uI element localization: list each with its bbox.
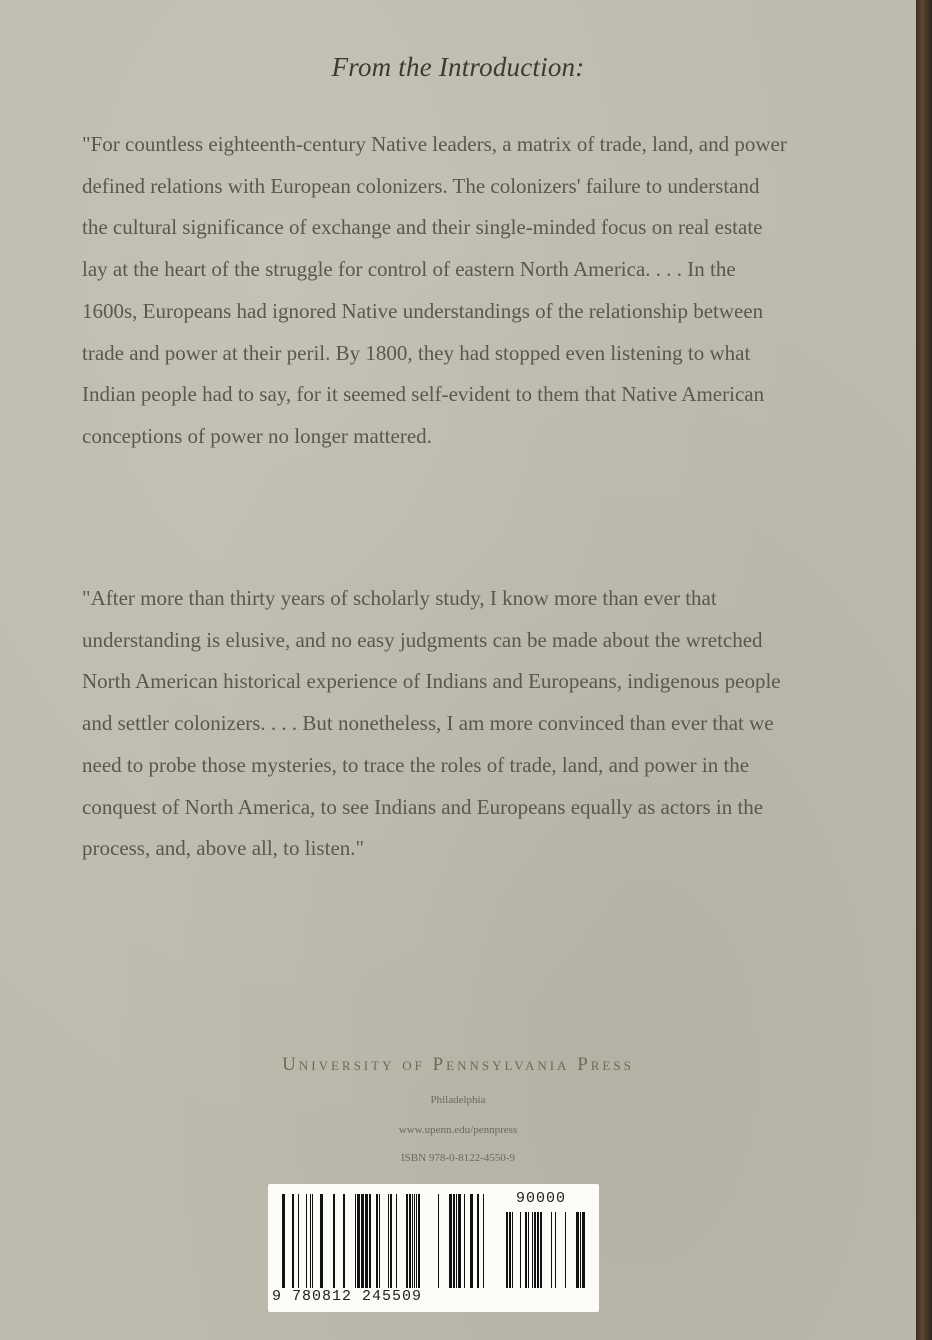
barcode-bar (555, 1212, 556, 1288)
barcode-bar (361, 1194, 364, 1288)
barcode-bar (298, 1194, 299, 1288)
barcode-bar (369, 1194, 371, 1288)
publisher-url: www.upenn.edu/pennpress (398, 1124, 518, 1136)
barcode-bar (576, 1212, 579, 1288)
barcode-bar (406, 1194, 408, 1288)
barcode-bar (355, 1194, 356, 1288)
barcode-bar (282, 1194, 285, 1288)
barcode-digits: 9 780812 245509 (272, 1288, 423, 1305)
barcode-bar (520, 1212, 521, 1288)
barcode-bar (365, 1194, 368, 1288)
barcode-bar (477, 1194, 479, 1288)
barcode-icon (282, 1194, 489, 1288)
barcode-bar (414, 1194, 415, 1288)
quote-paragraph-1: "For countless eighteenth-century Native leaders, a matrix of trade, land, and power defined relations with European colonizers. The colonizers' failure to understand the cultural significance of exchange and their single-minded focus on real estate lay at the heart of the struggle for control of eastern North America. . . . In the 1600s, Europeans had ignored Native understandings of the relationship between trade and power at their peril. By 1800, they had stopped even listening to what Indian people had to say, for it seemed self-evident to them that Native American conceptions of power no longer mattered. (82, 132, 787, 448)
barcode-bar (357, 1194, 360, 1288)
publisher-city: Philadelphia (430, 1094, 486, 1106)
barcode-bar (320, 1194, 323, 1288)
barcode-bar (506, 1212, 508, 1288)
barcode-bar (390, 1194, 392, 1288)
barcode-bar (537, 1212, 539, 1288)
barcode-bar (416, 1194, 417, 1288)
barcode-bar (528, 1212, 529, 1288)
barcode-bar (379, 1194, 380, 1288)
isbn-text: ISBN 978-0-8122-4550-9 (401, 1152, 515, 1164)
publisher-name: University of Pennsylvania Press (282, 1054, 634, 1075)
barcode-bar (333, 1194, 335, 1288)
barcode-bar (458, 1194, 461, 1288)
barcode-bar (388, 1194, 389, 1288)
barcode-bar (483, 1194, 484, 1288)
barcode-addon-digits: 90000 (515, 1190, 566, 1207)
barcode-bar (582, 1212, 585, 1288)
barcode-bar (512, 1212, 513, 1288)
cover-edge (916, 0, 932, 1340)
barcode-bar (525, 1212, 527, 1288)
barcode-bar (292, 1194, 294, 1288)
barcode-bar (449, 1194, 452, 1288)
barcode-bar (310, 1194, 311, 1288)
quote-paragraph-2: "After more than thirty years of scholarly study, I know more than ever that understanding is elusive, and no easy judgments can be made about the wretched North American historical experience of Indians and Europeans, indigenous people and settler colonizers. . . . But nonetheless, I am more convinced than ever that we need to probe those mysteries, to trace the roles of trade, land, and power in the conquest of North America, to see Indians and Europeans equally as actors in the process, and, above all, to listen." (82, 586, 781, 861)
barcode-bar (438, 1194, 439, 1288)
barcode-bar (312, 1194, 313, 1288)
barcode-bar (565, 1212, 566, 1288)
barcode-label (268, 1184, 599, 1312)
barcode-bar (540, 1212, 542, 1288)
barcode-bar (464, 1194, 465, 1288)
barcode-bar (551, 1212, 552, 1288)
barcode-bar (509, 1212, 511, 1288)
barcode-bar (453, 1194, 455, 1288)
barcode-bar (418, 1194, 420, 1288)
barcode-bar (376, 1194, 378, 1288)
barcode-bar (396, 1194, 397, 1288)
barcode-addon-icon (496, 1212, 586, 1288)
barcode-bar (456, 1194, 457, 1288)
barcode-bar (412, 1194, 413, 1288)
barcode-bar (470, 1194, 473, 1288)
barcode-bar (343, 1194, 345, 1288)
intro-heading: From the Introduction: (331, 52, 585, 82)
barcode-bar (580, 1212, 581, 1288)
barcode-bar (532, 1212, 533, 1288)
barcode-bar (409, 1194, 411, 1288)
barcode-bar (534, 1212, 536, 1288)
barcode-bar (306, 1194, 307, 1288)
